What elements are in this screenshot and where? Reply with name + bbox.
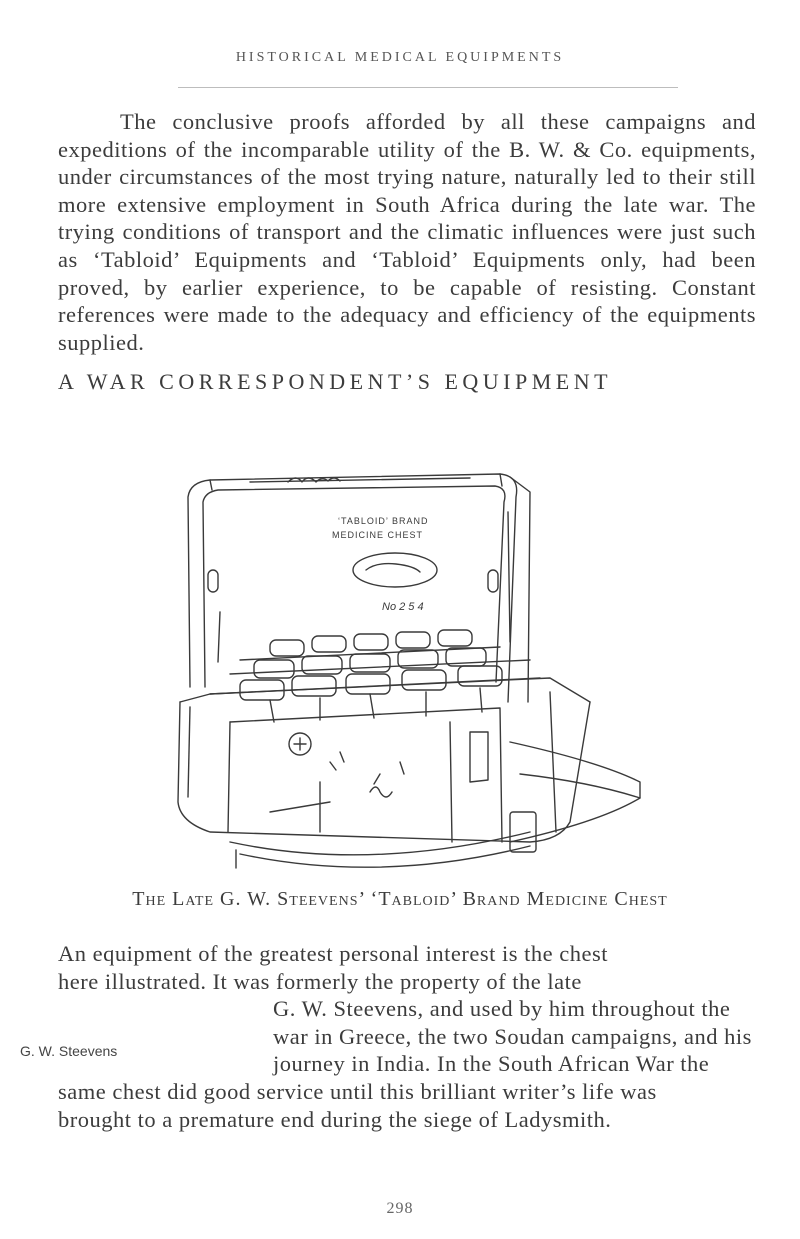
lid-label-line1: ‘TABLOID’ BRAND [338,516,429,526]
chest-drawing [170,402,650,876]
page-number: 298 [386,1200,414,1217]
lid-label-line2: MEDICINE CHEST [332,530,424,540]
running-head: HISTORICAL MEDICAL EQUIPMENTS [235,50,565,65]
margin-note: G. W. Steevens [20,1043,118,1059]
body-paragraph-2 [58,940,756,1133]
paragraph-2-line: brought to a premature end during the siege of Ladysmith. [58,1106,612,1132]
lid-number: No 2 5 4 [382,601,424,613]
paragraph-2-line: same chest did good service until this brilliant writer’s life was [58,1078,657,1104]
body-paragraph-1: The conclusive proofs afforded by all these campaigns and expeditions of the incomparable utility of the B. W. & Co. equipments, under circumstances of the most trying nature, naturally led to their still more extensive employment in South Africa during the late war. The trying conditions of transport and the climatic influences were just such as ‘Tabloid’ Equipments and ‘Tabloid’ Equipments only, had been proved, by earlier experience, to be capable of resisting. Constant references were made to the adequacy and efficiency of the equipments supplied. [58,109,756,355]
chest-strap [230,742,640,868]
bottle-row-front [210,666,540,722]
paragraph-2-line: journey in India. In the South African War the [273,1051,710,1077]
paragraph-2-line: war in Greece, the two Soudan campaigns, and his [273,1023,752,1049]
paragraph-2-line: An equipment of the greatest personal interest is the chest [58,941,608,966]
medicine-chest-illustration [170,402,650,876]
section-heading: A WAR CORRESPONDENT’S EQUIPMENT [58,369,613,394]
paragraph-2-line: G. W. Steevens, and used by him throughout the [273,996,731,1022]
bottle-row-top [230,630,530,678]
header-rule [178,87,678,88]
paragraph-2-line: here illustrated. It was formerly the property of the late [58,968,582,994]
figure-caption: The Late G. W. Steevens’ ‘Tabloid’ Brand Medicine Chest [132,888,668,910]
lid-label [332,516,437,613]
